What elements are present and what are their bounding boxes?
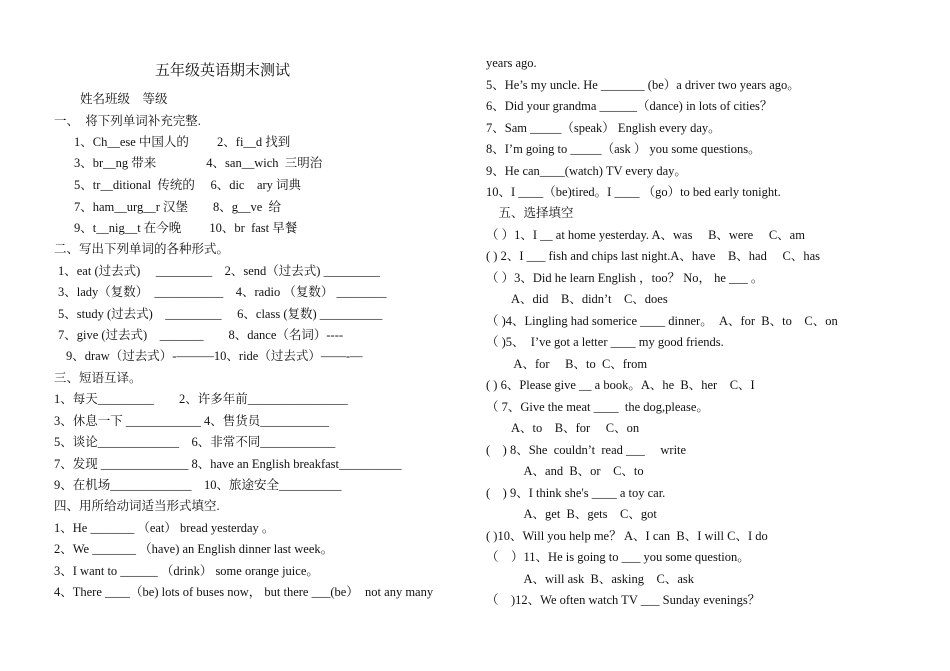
section-5-heading: 五、选择填空 — [486, 206, 574, 220]
section-2-item: 7、give (过去式) _______ 8、dance（名词）---- — [58, 328, 344, 342]
exam-title: 五年级英语期末测试 — [155, 63, 291, 79]
section-1-item: 5、tr__ditional 传统的 6、dic ary 词典 — [74, 178, 302, 192]
section-1-item: 1、Ch__ese 中国人的 2、fi__d 找到 — [74, 135, 291, 149]
right-line: （ ）11、He is going to ___ you some question。 — [486, 550, 750, 564]
right-line: A、to B、for C、on — [486, 421, 640, 435]
right-line: 6、Did your grandma ______（dance) in lots of cities？ — [486, 99, 773, 113]
right-line: years ago. — [486, 56, 537, 70]
right-line: 9、He can____(watch) TV every day。 — [486, 164, 687, 178]
section-2-item: 9、draw（过去式）-———10、ride（过去式）——-— — [66, 349, 363, 363]
right-line: （ )5、 I’ve got a letter ____ my good friends. — [486, 335, 724, 349]
section-1-item: 7、ham__urg__r 汉堡 8、g__ve 给 — [74, 200, 282, 214]
section-3-item: 7、发现 ______________ 8、have an English breakfast__________ — [54, 457, 402, 471]
section-4-item: 2、We _______ （have) an English dinner last week。 — [54, 542, 334, 556]
section-4-item: 3、I want to ______ （drink） some orange juice。 — [54, 564, 319, 578]
section-4-item: 1、He _______ （eat） bread yesterday 。 — [54, 521, 275, 535]
section-3-item: 1、每天_________ 2、许多年前________________ — [54, 392, 348, 406]
student-info-line: 姓名班级 等级 — [80, 92, 168, 106]
right-line: （ )12、We often watch TV ___ Sunday evenings？ — [486, 593, 761, 607]
section-4-item: 4、There ____（be) lots of buses now， but there ___(be） not any many — [54, 585, 434, 599]
section-2-heading: 二、写出下列单词的各种形式。 — [54, 242, 230, 256]
right-line: （ )4、Lingling had somerice ____ dinner。 A、for B、to C、on — [486, 314, 838, 328]
right-line: ( ) 8、She couldn’t read ___ write — [486, 443, 687, 457]
section-2-item: 5、study (过去式) _________ 6、class (复数) __________ — [58, 307, 383, 321]
section-3-item: 3、休息一下 ____________ 4、售货员___________ — [54, 414, 330, 428]
right-line: A、get B、gets C、got — [486, 507, 657, 521]
section-3-item: 9、在机场_____________ 10、旅途安全__________ — [54, 478, 342, 492]
section-1-item: 3、br__ng 带来 4、san__wich 三明治 — [74, 156, 323, 170]
right-line: ( ) 2、I ___ fish and chips last night.A、have B、had C、has — [486, 249, 820, 263]
right-line: 5、He’s my uncle. He _______ (be）a driver two years ago。 — [486, 78, 800, 92]
section-1-item: 9、t__nig__t 在今晚 10、br fast 早餐 — [74, 221, 298, 235]
right-line: 7、Sam _____（speak） English every day。 — [486, 121, 721, 135]
right-line: ( ) 9、I think she's ____ a toy car. — [486, 486, 666, 500]
section-3-heading: 三、短语互译。 — [54, 371, 142, 385]
section-2-item: 3、lady（复数） ___________ 4、radio （复数） ________ — [58, 285, 387, 299]
right-line: ( )10、Will you help me？ A、I can B、I will C、I do — [486, 529, 768, 543]
right-line: （ ）3、Did he learn English ，too？ No， he ___ 。 — [486, 271, 764, 285]
section-2-item: 1、eat (过去式) _________ 2、send（过去式) _________ — [58, 264, 380, 278]
right-line: （ 7、Give the meat ____ the dog,please。 — [486, 400, 709, 414]
right-line: A、did B、didn’t C、does — [486, 292, 668, 306]
right-line: A、will ask B、asking C、ask — [486, 572, 694, 586]
right-line: ( ) 6、Please give __ a book。A、he B、her C、I — [486, 378, 755, 392]
right-line: 8、I’m going to _____（ask ） you some questions。 — [486, 142, 761, 156]
right-line: A、and B、or C、to — [486, 464, 644, 478]
section-3-item: 5、谈论_____________ 6、非常不同____________ — [54, 435, 336, 449]
right-line: A、for B、to C、from — [486, 357, 648, 371]
right-line: （ ）1、I __ at home yesterday. A、was B、were C、am — [486, 228, 805, 242]
section-4-heading: 四、用所给动词适当形式填空. — [54, 499, 220, 513]
right-line: 10、I ____（be)tired。I ____ （go）to bed early tonight. — [486, 185, 781, 199]
section-1-heading: 一、 将下列单词补充完整. — [54, 114, 201, 128]
